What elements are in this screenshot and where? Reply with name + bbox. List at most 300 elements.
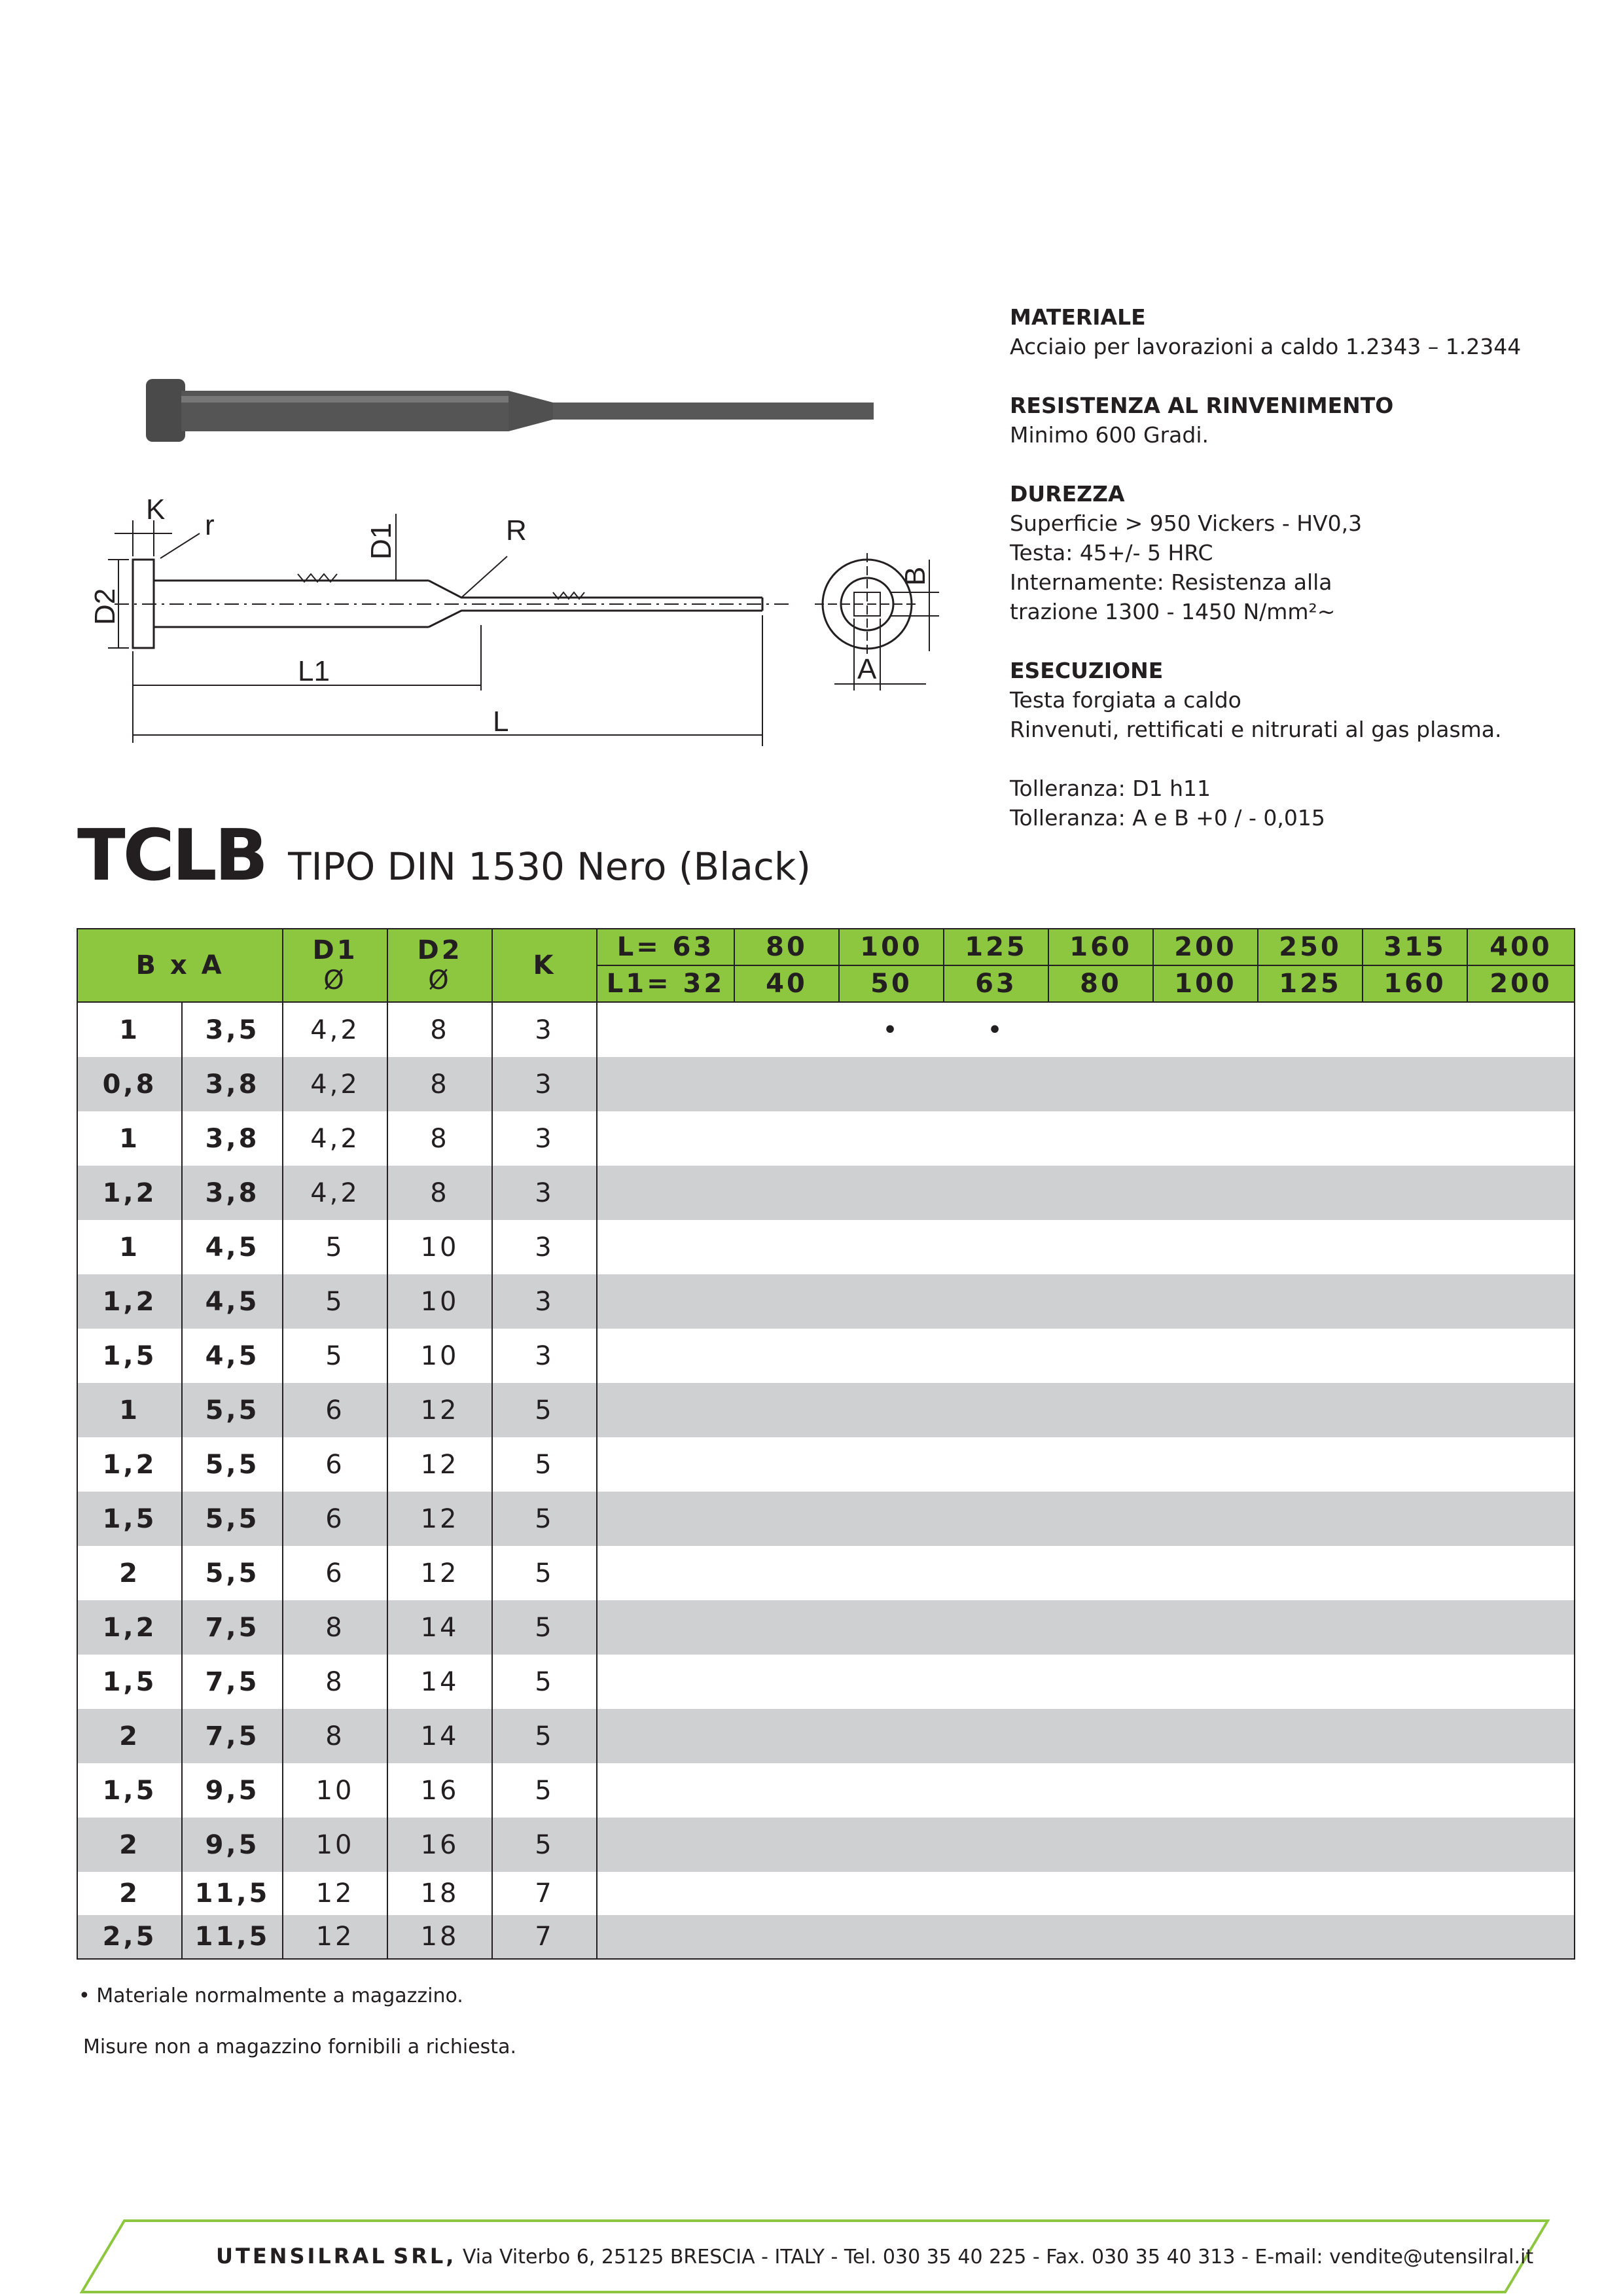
resistenza-heading: RESISTENZA AL RINVENIMENTO	[1010, 393, 1394, 418]
cell-availability	[1467, 1915, 1575, 1959]
cell-d2: 14	[387, 1655, 492, 1709]
cell-d1: 4,2	[283, 1111, 387, 1166]
request-note: Misure non a magazzino fornibili a richiesta.	[83, 2036, 516, 2058]
cell-availability	[1258, 1329, 1363, 1383]
label-k: K	[146, 493, 166, 526]
cell-a: 7,5	[182, 1655, 283, 1709]
cell-availability	[734, 1818, 839, 1872]
cell-d1: 8	[283, 1600, 387, 1655]
table-row	[77, 1600, 1575, 1655]
cell-availability	[1363, 1709, 1467, 1763]
header-l-value: 160	[1048, 929, 1153, 965]
product-title	[77, 815, 811, 897]
cell-b: 1,5	[77, 1655, 182, 1709]
cell-availability	[839, 1872, 944, 1915]
cell-availability	[1467, 1437, 1575, 1492]
durezza-line-1: Superficie > 950 Vickers - HV0,3	[1010, 511, 1363, 536]
durezza-line-4: trazione 1300 - 1450 N/mm²~	[1010, 599, 1336, 624]
esecuzione-line-2: Rinvenuti, rettificati e nitrurati al gas plasma.	[1010, 717, 1502, 742]
cell-availability	[1363, 1492, 1467, 1546]
cell-a: 3,8	[182, 1111, 283, 1166]
cell-availability	[839, 1002, 944, 1057]
materiale-text: Acciaio per lavorazioni a caldo 1.2343 – 1.2344	[1010, 334, 1522, 359]
cell-availability	[1467, 1274, 1575, 1329]
cell-availability	[1258, 1002, 1363, 1057]
cell-d1: 6	[283, 1492, 387, 1546]
cell-d2: 16	[387, 1763, 492, 1818]
cell-availability	[1153, 1915, 1258, 1959]
cell-a: 4,5	[182, 1274, 283, 1329]
header-l-value: 80	[734, 929, 839, 965]
header-l-value: 100	[839, 929, 944, 965]
cell-availability	[597, 1818, 734, 1872]
cell-availability	[597, 1600, 734, 1655]
cell-availability	[1467, 1655, 1575, 1709]
cell-a: 5,5	[182, 1383, 283, 1437]
cell-availability	[839, 1329, 944, 1383]
company-form: SRL,	[393, 2244, 457, 2269]
cell-availability	[1258, 1437, 1363, 1492]
cell-k: 5	[492, 1383, 597, 1437]
cell-availability	[944, 1166, 1048, 1220]
table-row	[77, 1655, 1575, 1709]
cell-availability	[1467, 1057, 1575, 1111]
durezza-line-3: Internamente: Resistenza alla	[1010, 569, 1332, 595]
cell-a: 4,5	[182, 1329, 283, 1383]
cell-k: 5	[492, 1546, 597, 1600]
cell-availability	[1467, 1492, 1575, 1546]
cell-availability	[1048, 1166, 1153, 1220]
cell-availability	[597, 1546, 734, 1600]
cell-d1: 8	[283, 1709, 387, 1763]
cell-availability	[1153, 1002, 1258, 1057]
cell-k: 3	[492, 1002, 597, 1057]
cell-availability	[944, 1383, 1048, 1437]
cell-availability	[944, 1111, 1048, 1166]
cell-availability	[734, 1872, 839, 1915]
cell-k: 3	[492, 1111, 597, 1166]
cell-availability	[1153, 1709, 1258, 1763]
cell-d2: 10	[387, 1274, 492, 1329]
cell-availability	[1363, 1763, 1467, 1818]
tolleranza-line-1: Tolleranza: D1 h11	[1010, 776, 1211, 801]
cell-availability	[1363, 1437, 1467, 1492]
cell-availability	[944, 1600, 1048, 1655]
cell-d1: 5	[283, 1220, 387, 1274]
cell-b: 1	[77, 1111, 182, 1166]
cell-availability	[944, 1546, 1048, 1600]
cell-availability	[1153, 1057, 1258, 1111]
table-row	[77, 1872, 1575, 1915]
cell-availability	[1048, 1655, 1153, 1709]
cell-availability	[1153, 1220, 1258, 1274]
cell-availability	[944, 1915, 1048, 1959]
cell-availability	[1467, 1220, 1575, 1274]
label-R: R	[506, 514, 527, 547]
cell-availability	[1153, 1329, 1258, 1383]
cell-availability	[1153, 1274, 1258, 1329]
cell-availability	[597, 1329, 734, 1383]
cell-availability	[1363, 1872, 1467, 1915]
cell-availability	[1363, 1166, 1467, 1220]
cell-availability	[1363, 1655, 1467, 1709]
cell-availability	[1048, 1274, 1153, 1329]
cell-availability	[1467, 1329, 1575, 1383]
table-row	[77, 1492, 1575, 1546]
cell-availability	[734, 1492, 839, 1546]
cell-availability	[1363, 1220, 1467, 1274]
table-row	[77, 1546, 1575, 1600]
cell-availability	[1153, 1166, 1258, 1220]
stock-dot: •	[882, 1014, 901, 1045]
cell-availability	[1048, 1437, 1153, 1492]
cell-availability	[839, 1763, 944, 1818]
cell-availability	[1153, 1111, 1258, 1166]
table-row	[77, 1274, 1575, 1329]
header-l-value: 315	[1363, 929, 1467, 965]
cell-availability	[1153, 1872, 1258, 1915]
cell-availability	[944, 1818, 1048, 1872]
cell-availability	[1048, 1383, 1153, 1437]
technical-drawing	[89, 493, 985, 749]
cell-availability	[1153, 1655, 1258, 1709]
cell-d2: 12	[387, 1383, 492, 1437]
product-subtitle: TIPO DIN 1530 Nero (Black)	[288, 844, 812, 889]
cell-availability	[1153, 1492, 1258, 1546]
cell-b: 1	[77, 1220, 182, 1274]
cell-availability	[944, 1274, 1048, 1329]
header-l1-value: 50	[839, 965, 944, 1002]
cell-availability	[1467, 1709, 1575, 1763]
header-l1-value: 125	[1258, 965, 1363, 1002]
header-d2	[387, 929, 492, 1002]
cell-d2: 12	[387, 1546, 492, 1600]
cell-availability	[839, 1111, 944, 1166]
table-row	[77, 1002, 1575, 1057]
label-l1: L1	[298, 655, 330, 687]
header-l1-value: 100	[1153, 965, 1258, 1002]
cell-availability	[1258, 1872, 1363, 1915]
stock-dot: •	[987, 1014, 1005, 1045]
cell-availability	[734, 1329, 839, 1383]
cell-availability	[1258, 1057, 1363, 1111]
cell-availability	[1048, 1818, 1153, 1872]
label-a: A	[857, 653, 877, 685]
cell-k: 3	[492, 1057, 597, 1111]
cell-availability	[944, 1220, 1048, 1274]
cell-b: 2	[77, 1818, 182, 1872]
cell-availability	[734, 1002, 839, 1057]
cell-availability	[944, 1655, 1048, 1709]
cell-availability	[1258, 1915, 1363, 1959]
cell-availability	[734, 1057, 839, 1111]
header-l1-value: 40	[734, 965, 839, 1002]
cell-availability	[597, 1655, 734, 1709]
cell-b: 1,2	[77, 1437, 182, 1492]
company-address: Via Viterbo 6, 25125 BRESCIA - ITALY - Tel. 030 35 40 225 - Fax. 030 35 40 313 - E-mail: vendite@utensilral.it	[462, 2246, 1534, 2269]
dimension-table	[77, 928, 1575, 1960]
cell-availability	[1153, 1546, 1258, 1600]
durezza-heading: DUREZZA	[1010, 481, 1125, 507]
cell-k: 5	[492, 1818, 597, 1872]
cell-b: 1	[77, 1002, 182, 1057]
cell-availability	[1048, 1600, 1153, 1655]
header-d1-symbol: Ø	[323, 965, 347, 996]
cell-k: 5	[492, 1600, 597, 1655]
cell-availability	[839, 1915, 944, 1959]
product-code: TCLB	[77, 815, 266, 897]
cell-b: 2	[77, 1872, 182, 1915]
cell-availability	[597, 1915, 734, 1959]
header-d2-symbol: Ø	[428, 965, 452, 996]
esecuzione-heading: ESECUZIONE	[1010, 658, 1164, 683]
cell-availability	[944, 1872, 1048, 1915]
header-d1	[283, 929, 387, 1002]
cell-availability	[944, 1763, 1048, 1818]
cell-d1: 12	[283, 1872, 387, 1915]
cell-a: 11,5	[182, 1915, 283, 1959]
cell-availability	[839, 1546, 944, 1600]
cell-b: 1,2	[77, 1600, 182, 1655]
cell-availability	[1467, 1111, 1575, 1166]
stock-note: • Materiale normalmente a magazzino.	[79, 1984, 463, 2007]
footer-contact	[216, 2244, 1533, 2269]
cell-d1: 12	[283, 1915, 387, 1959]
cell-availability	[1363, 1111, 1467, 1166]
cell-b: 1,5	[77, 1492, 182, 1546]
table-row	[77, 1383, 1575, 1437]
cell-availability	[839, 1274, 944, 1329]
cell-k: 5	[492, 1655, 597, 1709]
cell-k: 5	[492, 1437, 597, 1492]
cell-availability	[734, 1915, 839, 1959]
header-l1-value: 80	[1048, 965, 1153, 1002]
cell-availability	[839, 1383, 944, 1437]
cell-availability	[597, 1763, 734, 1818]
cell-availability	[944, 1492, 1048, 1546]
cell-availability	[839, 1655, 944, 1709]
header-d2-label: D2	[417, 935, 463, 965]
cell-availability	[1048, 1763, 1153, 1818]
cell-availability	[1258, 1111, 1363, 1166]
cell-a: 3,8	[182, 1057, 283, 1111]
materiale-heading: MATERIALE	[1010, 304, 1146, 330]
cell-availability	[944, 1329, 1048, 1383]
ejector-pin-photo	[134, 376, 880, 448]
cell-availability	[734, 1220, 839, 1274]
cell-availability	[1467, 1546, 1575, 1600]
header-l1-value: 63	[944, 965, 1048, 1002]
cell-d2: 8	[387, 1002, 492, 1057]
cell-availability	[734, 1111, 839, 1166]
label-r: r	[205, 509, 215, 541]
cell-d2: 18	[387, 1872, 492, 1915]
cell-availability	[1048, 1329, 1153, 1383]
table-row	[77, 1111, 1575, 1166]
cell-d2: 10	[387, 1220, 492, 1274]
resistenza-text: Minimo 600 Gradi.	[1010, 422, 1209, 448]
cell-availability	[1363, 1818, 1467, 1872]
cell-d1: 5	[283, 1329, 387, 1383]
cell-a: 7,5	[182, 1600, 283, 1655]
cell-availability	[1258, 1763, 1363, 1818]
company-name: UTENSILRAL	[216, 2244, 387, 2269]
cell-a: 3,8	[182, 1166, 283, 1220]
header-l-value: 125	[944, 929, 1048, 965]
cell-availability	[944, 1057, 1048, 1111]
cell-a: 3,5	[182, 1002, 283, 1057]
cell-availability	[1153, 1600, 1258, 1655]
cell-availability	[1258, 1818, 1363, 1872]
header-l-value: 200	[1153, 929, 1258, 965]
header-l1-value: 160	[1363, 965, 1467, 1002]
label-d2: D2	[89, 588, 121, 625]
header-l-value: 250	[1258, 929, 1363, 965]
cell-d1: 6	[283, 1383, 387, 1437]
cell-b: 0,8	[77, 1057, 182, 1111]
cell-availability	[839, 1709, 944, 1763]
cell-availability	[1048, 1220, 1153, 1274]
table-row	[77, 1818, 1575, 1872]
cell-availability	[734, 1166, 839, 1220]
cell-availability	[944, 1437, 1048, 1492]
table-row	[77, 1763, 1575, 1818]
header-l-label: L= 63	[597, 929, 734, 965]
cell-availability	[1363, 1546, 1467, 1600]
label-d1: D1	[365, 522, 397, 560]
cell-availability	[597, 1166, 734, 1220]
cell-availability	[1467, 1383, 1575, 1437]
cell-availability	[1048, 1872, 1153, 1915]
cell-availability	[597, 1274, 734, 1329]
cell-availability	[597, 1492, 734, 1546]
cell-d1: 6	[283, 1546, 387, 1600]
cell-d2: 12	[387, 1492, 492, 1546]
cell-d1: 6	[283, 1437, 387, 1492]
cell-availability	[1153, 1818, 1258, 1872]
cell-availability	[734, 1655, 839, 1709]
cell-a: 7,5	[182, 1709, 283, 1763]
cell-d1: 4,2	[283, 1057, 387, 1111]
cell-d2: 14	[387, 1600, 492, 1655]
cell-availability	[1048, 1546, 1153, 1600]
cell-availability	[734, 1709, 839, 1763]
cell-availability	[1048, 1915, 1153, 1959]
cell-k: 5	[492, 1763, 597, 1818]
cell-availability	[1258, 1655, 1363, 1709]
cell-availability	[1363, 1002, 1467, 1057]
cell-b: 2	[77, 1546, 182, 1600]
cell-availability	[839, 1492, 944, 1546]
cell-availability	[1467, 1002, 1575, 1057]
cell-availability	[1467, 1600, 1575, 1655]
header-k: K	[492, 929, 597, 1002]
esecuzione-line-1: Testa forgiata a caldo	[1010, 687, 1241, 713]
cell-k: 7	[492, 1915, 597, 1959]
cell-a: 5,5	[182, 1546, 283, 1600]
table-row	[77, 1329, 1575, 1383]
cell-availability	[1258, 1709, 1363, 1763]
header-l1-label: L1= 32	[597, 965, 734, 1002]
table-row	[77, 1437, 1575, 1492]
cell-d1: 4,2	[283, 1166, 387, 1220]
cell-availability	[1363, 1329, 1467, 1383]
cell-k: 7	[492, 1872, 597, 1915]
cell-availability	[597, 1709, 734, 1763]
cell-availability	[1363, 1057, 1467, 1111]
cell-a: 5,5	[182, 1437, 283, 1492]
cell-availability	[597, 1220, 734, 1274]
cell-d1: 8	[283, 1655, 387, 1709]
cell-availability	[1258, 1220, 1363, 1274]
cell-a: 9,5	[182, 1763, 283, 1818]
label-b: B	[899, 566, 931, 586]
cell-d2: 18	[387, 1915, 492, 1959]
cell-b: 1,5	[77, 1329, 182, 1383]
cell-availability	[1467, 1872, 1575, 1915]
cell-availability	[1258, 1274, 1363, 1329]
cell-availability	[734, 1274, 839, 1329]
header-bxa: B x A	[77, 929, 283, 1002]
cell-d2: 16	[387, 1818, 492, 1872]
cell-d1: 4,2	[283, 1002, 387, 1057]
cell-b: 1	[77, 1383, 182, 1437]
cell-availability	[1363, 1383, 1467, 1437]
cell-availability	[734, 1437, 839, 1492]
table-row	[77, 1709, 1575, 1763]
cell-availability	[1153, 1763, 1258, 1818]
cell-availability	[839, 1600, 944, 1655]
cell-d1: 10	[283, 1763, 387, 1818]
cell-availability	[734, 1546, 839, 1600]
table-row	[77, 1915, 1575, 1959]
cell-availability	[1048, 1492, 1153, 1546]
cell-k: 3	[492, 1329, 597, 1383]
cell-availability	[734, 1383, 839, 1437]
header-d1-label: D1	[312, 935, 358, 965]
cell-availability	[839, 1437, 944, 1492]
cell-availability	[1467, 1763, 1575, 1818]
cell-b: 1,2	[77, 1274, 182, 1329]
cell-availability	[1048, 1111, 1153, 1166]
cell-availability	[1048, 1709, 1153, 1763]
cell-availability	[839, 1818, 944, 1872]
cell-availability	[839, 1166, 944, 1220]
cell-availability	[597, 1872, 734, 1915]
cell-k: 3	[492, 1220, 597, 1274]
tolleranza-line-2: Tolleranza: A e B +0 / - 0,015	[1010, 805, 1325, 831]
cell-availability	[1467, 1818, 1575, 1872]
cell-availability	[597, 1002, 734, 1057]
specifications	[1010, 302, 1586, 833]
cell-d2: 14	[387, 1709, 492, 1763]
label-l: L	[493, 706, 509, 738]
cell-d1: 10	[283, 1818, 387, 1872]
cell-availability	[597, 1383, 734, 1437]
cell-availability	[1363, 1274, 1467, 1329]
cell-k: 3	[492, 1274, 597, 1329]
cell-d1: 5	[283, 1274, 387, 1329]
cell-availability	[597, 1111, 734, 1166]
header-l1-value: 200	[1467, 965, 1575, 1002]
cell-availability	[1258, 1600, 1363, 1655]
cell-a: 4,5	[182, 1220, 283, 1274]
cell-a: 5,5	[182, 1492, 283, 1546]
table-row	[77, 1057, 1575, 1111]
header-l-value: 400	[1467, 929, 1575, 965]
cell-k: 3	[492, 1166, 597, 1220]
cell-d2: 8	[387, 1057, 492, 1111]
